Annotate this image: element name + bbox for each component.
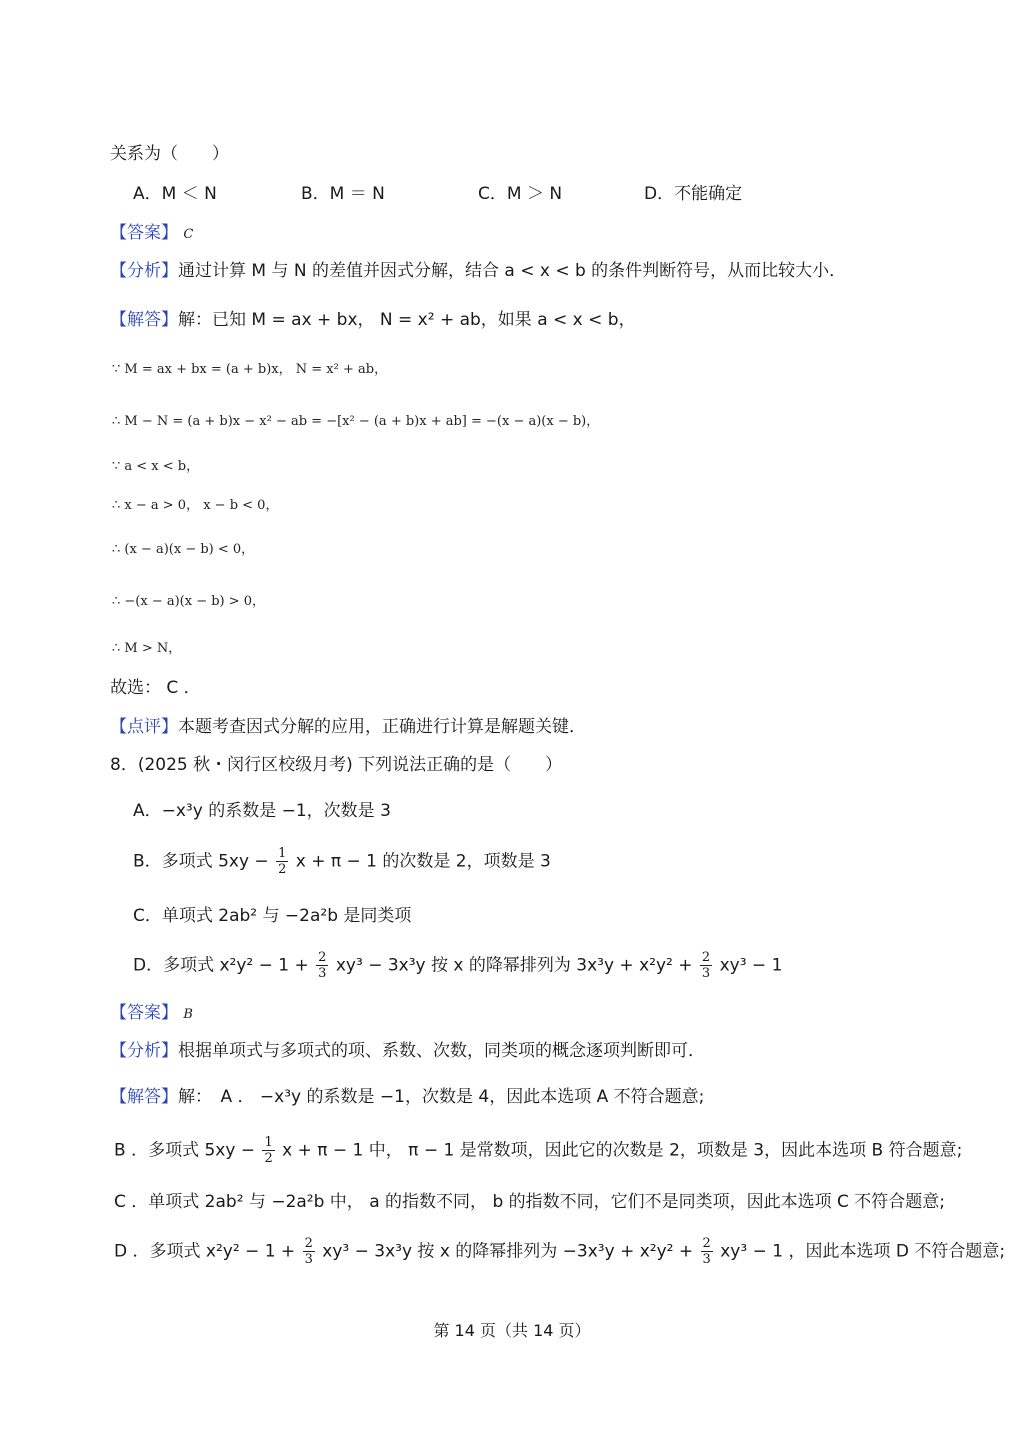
fraction-numerator: 1 — [264, 1135, 273, 1150]
fraction-denominator: 2 — [264, 1151, 273, 1166]
q7-analysis-row — [110, 259, 846, 283]
q8-stem: 8．(2025 秋・闵行区校级月考) 下列说法正确的是（ ） — [110, 755, 563, 775]
fraction-two-thirds — [701, 1236, 713, 1267]
fraction-two-thirds — [700, 950, 712, 981]
q8-option-b-post: x + π − 1 的次数是 2，项数是 3 — [295, 851, 551, 872]
comment-text: 本题考查因式分解的应用，正确进行计算是解题关键． — [178, 717, 586, 737]
q8-option-c: C．单项式 2ab² 与 −2a²b 是同类项 — [133, 906, 412, 926]
fraction-numerator: 2 — [702, 1236, 711, 1251]
solution-a: 解： A ． −x³y 的系数是 −1，次数是 4，因此本选项 A 不符合题意; — [178, 1087, 705, 1107]
page-footer: 第 14 页（共 14 页） — [433, 1321, 591, 1340]
fraction-numerator: 1 — [278, 846, 287, 861]
fraction-denominator: 3 — [304, 1252, 313, 1267]
analysis-tag: 【分析】 — [110, 1041, 178, 1061]
q8-option-d-post: xy³ − 1 — [719, 955, 783, 976]
solution-b-pre: B ．多项式 5xy − — [114, 1140, 256, 1161]
solution-d — [114, 1236, 1005, 1267]
answer-value: C — [183, 227, 194, 242]
fraction-one-half — [262, 1135, 274, 1166]
fraction-denominator: 3 — [701, 966, 711, 981]
answer-tag: 【答案】 — [110, 1003, 178, 1023]
answer-value: B — [183, 1007, 193, 1022]
solution-line-6: ∴ (x − a)(x − b) < 0， — [112, 542, 255, 557]
q7-stem: 关系为（ ） — [110, 144, 229, 164]
q8-option-b-pre: B．多项式 5xy − — [133, 851, 269, 872]
solution-tag: 【解答】 — [110, 1087, 178, 1107]
q7-option-b: B．M ＝ N — [301, 184, 385, 204]
solution-d-mid: xy³ − 3x³y 按 x 的降幂排列为 −3x³y + x²y² + — [322, 1241, 694, 1262]
answer-tag: 【答案】 — [110, 223, 178, 243]
fraction-numerator: 2 — [318, 950, 327, 965]
q7-comment-row — [110, 715, 586, 739]
solution-line-1: 解：已知 M = ax + bx， N = x² + ab，如果 a < x < b， — [178, 310, 636, 330]
fraction-two-thirds — [303, 1236, 315, 1267]
q7-option-d: D．不能确定 — [644, 184, 743, 204]
q7-answer-row — [110, 221, 193, 247]
q7-solution-row — [110, 308, 636, 332]
solution-b-post: x + π − 1 中， π − 1 是常数项，因此它的次数是 2，项数是 3，因此本选项 B 符合题意; — [282, 1140, 963, 1161]
solution-line-5: ∴ x − a > 0， x − b < 0， — [112, 498, 279, 513]
solution-line-8: ∴ M > N， — [112, 641, 182, 656]
solution-line-2: ∵ M = ax + bx = (a + b)x， N = x² + ab， — [112, 362, 388, 377]
fraction-denominator: 3 — [702, 1252, 711, 1267]
solution-line-4: ∵ a < x < b， — [112, 459, 200, 474]
q8-option-d-pre: D．多项式 x²y² − 1 + — [133, 955, 309, 976]
fraction-denominator: 3 — [318, 966, 327, 981]
solution-line-9: 故选： C ． — [110, 678, 201, 698]
solution-d-pre: D ．多项式 x²y² − 1 + — [114, 1241, 296, 1262]
solution-c: C ．单项式 2ab² 与 −2a²b 中， a 的指数不同， b 的指数不同，它们不是同类项，因此本选项 C 不符合题意; — [114, 1192, 946, 1212]
fraction-one-half — [276, 846, 288, 877]
solution-d-post: xy³ − 1 ，因此本选项 D 不符合题意; — [720, 1241, 1006, 1262]
q7-option-a: A．M ＜ N — [133, 184, 217, 204]
solution-line-3: ∴ M − N = (a + b)x − x² − ab = −[x² − (a + b)x + ab] = −(x − a)(x − b)， — [112, 414, 600, 429]
fraction-denominator: 2 — [278, 862, 287, 877]
q8-option-b — [133, 846, 551, 877]
q8-option-a: A．−x³y 的系数是 −1，次数是 3 — [133, 801, 391, 821]
comment-tag: 【点评】 — [110, 717, 178, 737]
fraction-two-thirds — [316, 950, 328, 981]
q8-analysis-row — [110, 1039, 705, 1063]
q7-option-c: C．M ＞ N — [478, 184, 563, 204]
analysis-tag: 【分析】 — [110, 261, 178, 281]
q8-option-d-mid: xy³ − 3x³y 按 x 的降幂排列为 3x³y + x²y² + — [335, 955, 693, 976]
fraction-numerator: 2 — [701, 950, 711, 965]
fraction-numerator: 2 — [304, 1236, 313, 1251]
solution-b — [114, 1135, 962, 1166]
q8-solution-row — [110, 1085, 704, 1109]
q8-answer-row — [110, 1001, 193, 1027]
solution-tag: 【解答】 — [110, 310, 178, 330]
q8-option-d — [133, 950, 782, 981]
solution-line-7: ∴ −(x − a)(x − b) > 0， — [112, 594, 266, 609]
analysis-text: 通过计算 M 与 N 的差值并因式分解，结合 a < x < b 的条件判断符号，从而比较大小． — [178, 261, 847, 281]
analysis-text: 根据单项式与多项式的项、系数、次数，同类项的概念逐项判断即可． — [178, 1041, 705, 1061]
